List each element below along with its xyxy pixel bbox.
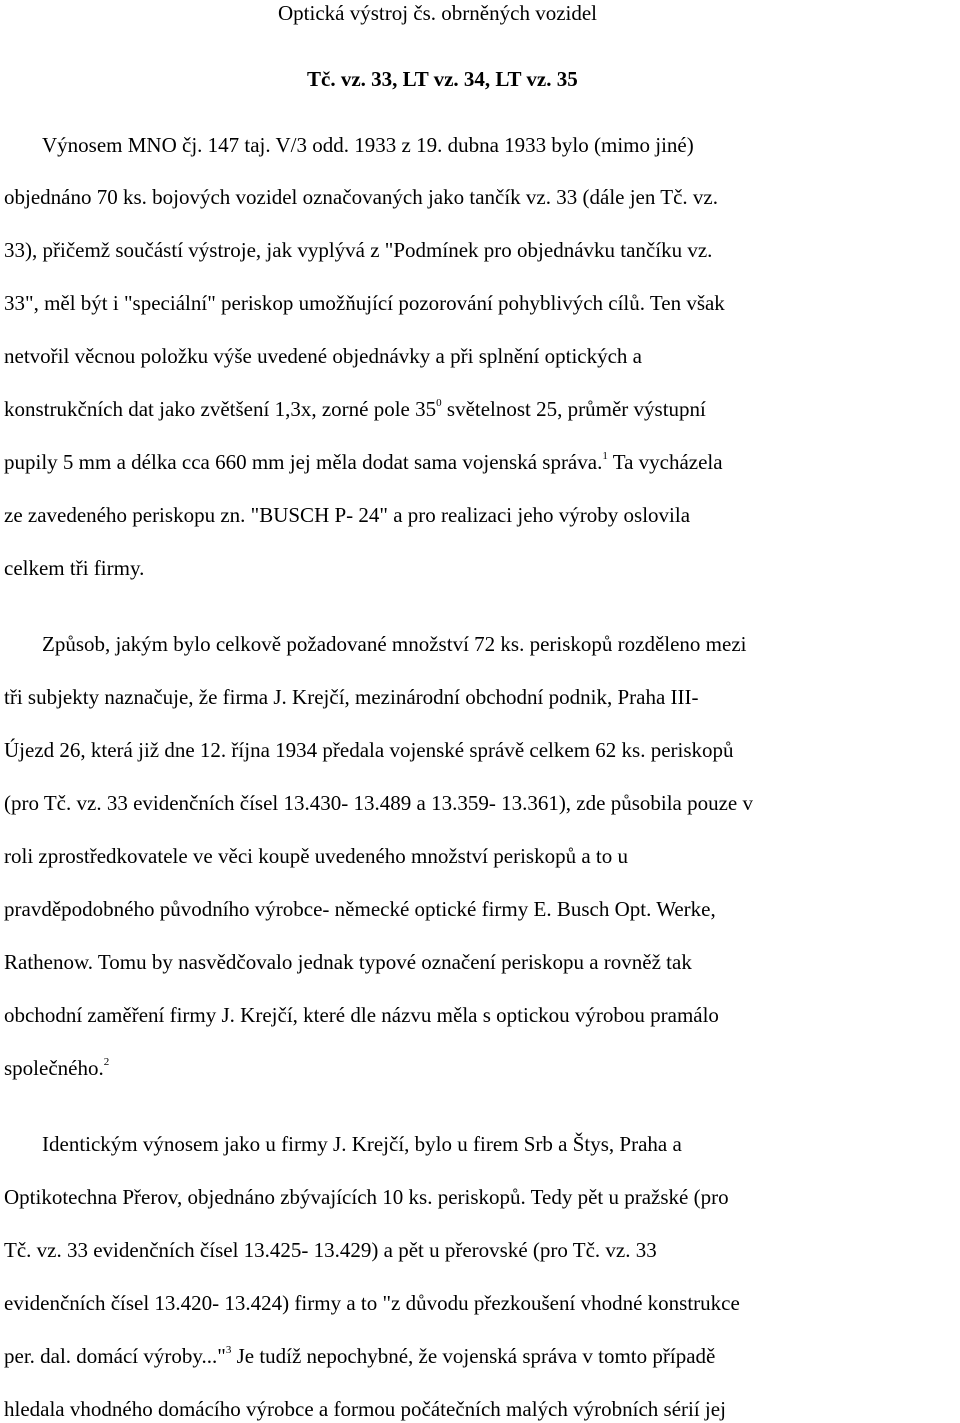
paragraph-3-line-4: evidenčních čísel 13.420- 13.424) firmy a to "z důvodu přezkoušení vhodné konstrukce: [4, 1291, 740, 1315]
paragraph-1-line-6: [4, 396, 706, 422]
paragraph-1-line-3: 33), přičemž součástí výstroje, jak vyplývá z "Podmínek pro objednávku tančíku vz.: [4, 238, 713, 262]
paragraph-3-line-5-rest: Je tudíž nepochybné, že vojenská správa v tomto případě: [236, 1344, 716, 1368]
paragraph-1-line-8: ze zavedeného periskopu zn. "BUSCH P- 24" a pro realizaci jeho výroby oslovila: [4, 503, 691, 527]
document-subtitle: Tč. vz. 33, LT vz. 34, LT vz. 35: [307, 67, 578, 91]
paragraph-2-line-7: Rathenow. Tomu by nasvědčovalo jednak typové označení periskopu a rovněž tak: [4, 950, 692, 974]
paragraph-2-line-3: Újezd 26, která již dne 12. října 1934 předala vojenské správě celkem 62 ks. periskopů: [4, 738, 734, 762]
paragraph-1-line-6-rest: světelnost 25, průměr výstupní: [446, 397, 706, 421]
paragraph-1-line-4: 33", měl být i "speciální" periskop umožňující pozorování pohyblivých cílů. Ten však: [4, 291, 725, 315]
document-title: Optická výstroj čs. obrněných vozidel: [278, 1, 597, 25]
paragraph-2-line-1: Způsob, jakým bylo celkově požadované množství 72 ks. periskopů rozděleno mezi: [42, 632, 747, 656]
footnote-ref-3: 3: [225, 1344, 232, 1356]
paragraph-2-line-9: [4, 1055, 109, 1081]
paragraph-2-line-4: (pro Tč. vz. 33 evidenčních čísel 13.430- 13.489 a 13.359- 13.361), zde působila pouze v: [4, 791, 754, 815]
footnote-ref-2: 2: [103, 1056, 110, 1068]
paragraph-2-line-2: tři subjekty naznačuje, že firma J. Krejčí, mezinárodní obchodní podnik, Praha III-: [4, 685, 699, 709]
paragraph-2-line-6: pravděpodobného původního výrobce- německé optické firmy E. Busch Opt. Werke,: [4, 897, 716, 921]
paragraph-3-line-3: Tč. vz. 33 evidenčních čísel 13.425- 13.429) a pět u přerovské (pro Tč. vz. 33: [4, 1238, 657, 1262]
paragraph-3-line-6: hledala vhodného domácího výrobce a formou počátečních malých výrobních sérií jej: [4, 1397, 726, 1421]
paragraph-3-line-2: Optikotechna Přerov, objednáno zbývajících 10 ks. periskopů. Tedy pět u pražské (pro: [4, 1185, 729, 1209]
paragraph-1-line-7: [4, 449, 723, 475]
paragraph-2-line-5: roli zprostředkovatele ve věci koupě uvedeného množství periskopů a to u: [4, 844, 628, 868]
degree-superscript: 0: [436, 397, 442, 409]
paragraph-1-line-9: celkem tři firmy.: [4, 556, 145, 580]
paragraph-1-line-1: Výnosem MNO čj. 147 taj. V/3 odd. 1933 z 19. dubna 1933 bylo (mimo jiné): [42, 133, 694, 157]
paragraph-3-line-5: [4, 1343, 715, 1369]
paragraph-1-line-2: objednáno 70 ks. bojových vozidel označovaných jako tančík vz. 33 (dále jen Tč. vz.: [4, 185, 718, 209]
paragraph-1-line-6-text: konstrukčních dat jako zvětšení 1,3x, zorné pole 35: [4, 397, 437, 421]
paragraph-1-line-7-text: pupily 5 mm a délka cca 660 mm jej měla dodat sama vojenská správa.: [4, 450, 603, 474]
paragraph-2-line-8: obchodní zaměření firmy J. Krejčí, které dle názvu měla s optickou výrobou pramálo: [4, 1003, 719, 1027]
paragraph-1-line-5: netvořil věcnou položku výše uvedené objednávky a při splnění optických a: [4, 344, 642, 368]
paragraph-3-line-5-text: per. dal. domácí výroby...": [4, 1344, 226, 1368]
paragraph-2-line-9-text: společného.: [4, 1056, 104, 1080]
paragraph-1-line-7-rest: Ta vycházela: [612, 450, 723, 474]
paragraph-3-line-1: Identickým výnosem jako u firmy J. Krejčí, bylo u firem Srb a Štys, Praha a: [42, 1132, 682, 1156]
footnote-ref-1: 1: [602, 450, 608, 462]
